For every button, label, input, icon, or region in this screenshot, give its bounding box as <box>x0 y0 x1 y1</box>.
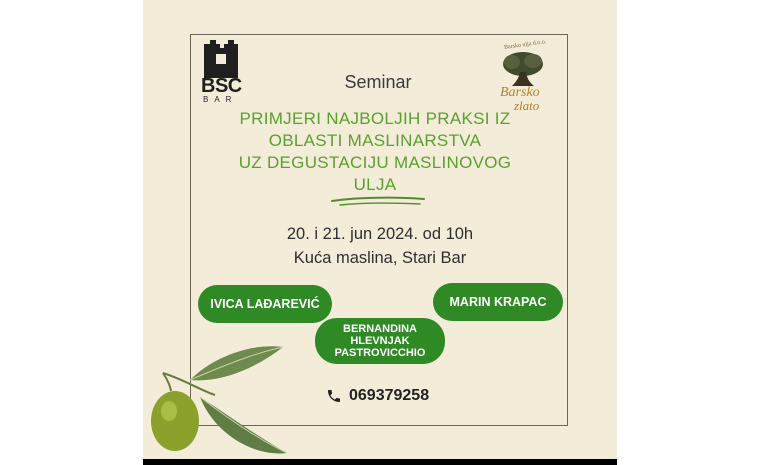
event-date: 20. i 21. jun 2024. od 10h <box>286 225 474 243</box>
title-line-1: PRIMJERI NAJBOLJIH PRAKSI IZ <box>239 109 511 128</box>
speaker3-line-3: PASTROVICCHIO <box>334 347 426 359</box>
olive-branch-icon <box>145 335 295 460</box>
speaker-pill-2: MARIN KRAPAC <box>433 283 563 321</box>
title-underline <box>328 193 428 211</box>
speaker3-line-1: BERNANDINA <box>343 323 417 335</box>
speaker3-line-2: HLEVNJAK <box>350 335 410 347</box>
phone-number: 069379258 <box>349 387 430 404</box>
tower-icon <box>202 40 240 78</box>
speaker-pill-1: IVICA LAĐAREVIĆ <box>198 285 332 323</box>
phone-contact <box>326 387 429 405</box>
title-line-3: UZ DEGUSTACIJU MASLINOVOG <box>238 153 512 172</box>
title-line-4: ULJA <box>353 175 397 194</box>
olive-tree-icon <box>500 50 546 88</box>
barsko-zlato-name-2: zlato <box>514 98 540 113</box>
bsc-logo <box>201 40 241 106</box>
speaker-pill-3 <box>315 318 445 364</box>
barsko-zlato-logo <box>492 39 554 113</box>
seminar-label: Seminar <box>344 72 412 92</box>
bsc-logo-text: BSC <box>201 75 242 97</box>
phone-icon <box>326 388 342 404</box>
barsko-zlato-name-1: Barsko <box>500 85 540 100</box>
seminar-title <box>225 108 525 196</box>
barsko-zlato-company: Barsko ulja d.o.o. <box>503 39 547 51</box>
bsc-logo-subtext: BAR <box>203 95 238 104</box>
event-place: Kuća maslina, Stari Bar <box>293 249 467 267</box>
title-line-2: OBLASTI MASLINARSTVA <box>268 131 482 150</box>
